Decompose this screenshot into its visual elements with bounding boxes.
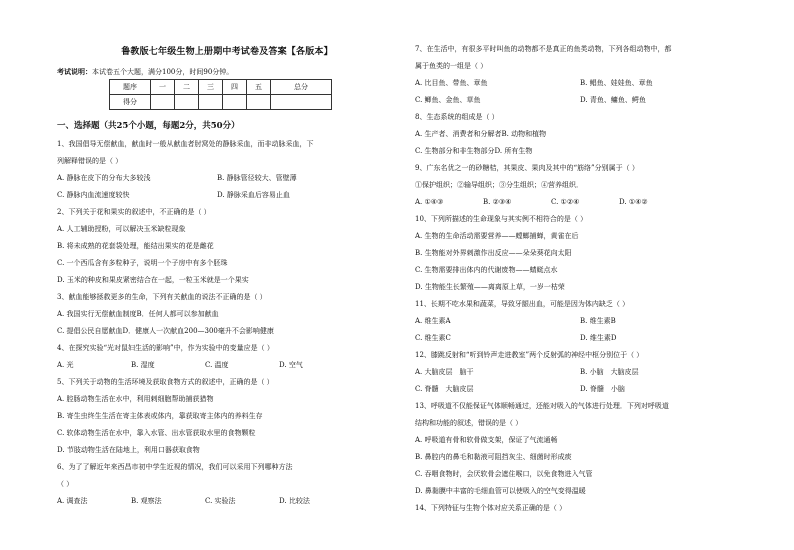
score-header-cell: 一 bbox=[151, 80, 175, 95]
option: B. 湿度 bbox=[131, 361, 155, 369]
option: A. 比目鱼、带鱼、章鱼 bbox=[415, 79, 488, 87]
option-row bbox=[415, 334, 745, 343]
option: B. 观察法 bbox=[131, 497, 162, 505]
option-line: C. 一个西瓜含有多粒种子，说明一个子房中有多个胚珠 bbox=[57, 259, 228, 267]
option-line: D. 鼻黏膜中丰富的毛细血管可以使吸入的空气变得温暖 bbox=[415, 487, 586, 495]
question-line: 10、下列所描述的生命现象与其实例不相符合的是（ ） bbox=[415, 215, 588, 223]
score-header-cell: 五 bbox=[247, 80, 271, 95]
question-line: 5、下列关于动物的生活环境及获取食物方式的叙述中，正确的是（ ） bbox=[57, 378, 274, 386]
option-row bbox=[57, 361, 353, 370]
option: C. 实验法 bbox=[205, 497, 236, 505]
option: A. 光 bbox=[57, 361, 74, 369]
score-header-cell: 二 bbox=[175, 80, 199, 95]
option: A. 大脑皮层 脑干 bbox=[415, 368, 474, 376]
option-line: B. 寄生虫终生生活在寄主体表或体内，靠获取寄主体内的养料生存 bbox=[57, 412, 263, 420]
option-row bbox=[415, 368, 745, 377]
score-cell bbox=[247, 95, 271, 110]
option-line: C. 提倡公民自愿献血D．健康人一次献血200—300毫升不会影响健康 bbox=[57, 327, 274, 335]
option-line: A. 生产者、消费者和分解者B. 动物和植物 bbox=[415, 130, 547, 138]
question-line: 7、在生活中，有很多平时叫鱼的动物都不是真正的鱼类动物，下列各组动物中，都 bbox=[415, 45, 672, 53]
option: D. ①④② bbox=[619, 198, 648, 206]
option-row bbox=[57, 497, 353, 506]
question-line: 2、下列关于花和果实的叙述中，不正确的是（ ） bbox=[57, 208, 211, 216]
score-value-row bbox=[110, 95, 332, 110]
option: B. 鲳鱼、娃娃鱼、章鱼 bbox=[580, 79, 653, 87]
option: B. ②③④ bbox=[483, 198, 512, 206]
question-line: 13、呼吸道不仅能保证气体顺畅通过，还能对吸入的气体进行处理．下列对呼吸道 bbox=[415, 402, 669, 410]
option: D. 空气 bbox=[279, 361, 303, 369]
question-line: 14、下列特征与生物个体对应关系正确的是（ ） bbox=[415, 504, 567, 512]
option-line: C. 吞咽食物时，会厌软骨会遮住喉口，以免食物进入气管 bbox=[415, 470, 593, 478]
option-row bbox=[415, 198, 687, 207]
score-header-cell: 题序 bbox=[110, 80, 151, 95]
exam-note bbox=[57, 67, 233, 77]
question-line: 6、为了了解近年来西昌市初中学生近视的情况，我们可以采用下列哪种方法 bbox=[57, 463, 293, 471]
score-cell bbox=[175, 95, 199, 110]
option: C. 静脉内血流速度较快 bbox=[57, 191, 130, 199]
question-line: 3、献血能够拯救更多的生命，下列有关献血的说法不正确的是（ ） bbox=[57, 293, 267, 301]
option-line: A. 我国实行无偿献血制度B．任何人都可以参加献血 bbox=[57, 310, 219, 318]
option: D. 青鱼、鳙鱼、鳄鱼 bbox=[580, 96, 646, 104]
section-heading: 一、选择题（共25个小题，每题2分，共50分） bbox=[57, 121, 240, 131]
question-line: 11、长期不吃水果和蔬菜，导致牙龈出血，可能是因为体内缺乏（ ） bbox=[415, 300, 630, 308]
option-line: A. 生物的生命活动需要营养——螳螂捕蝉，黄雀在后 bbox=[415, 232, 579, 240]
score-header-row bbox=[110, 80, 332, 95]
option: A. 维生素A bbox=[415, 317, 451, 325]
option-line: C. 软体动物生活在水中，靠入水管、出水管获取水里的食物颗粒 bbox=[57, 429, 256, 437]
exam-title: 鲁教版七年级生物上册期中考试卷及答案【各版本】 bbox=[121, 47, 333, 57]
option-row bbox=[415, 385, 745, 394]
option-line: D. 生物能生长繁殖——离离原上草，一岁一枯荣 bbox=[415, 283, 565, 291]
option: B. 静脉管径较大、管壁薄 bbox=[217, 174, 297, 182]
question-line: 8、生态系统的组成是（ ） bbox=[415, 113, 499, 121]
score-cell bbox=[199, 95, 223, 110]
question-line: 列解释错误的是（ ） bbox=[57, 157, 123, 165]
note-text: 本试卷五个大题，满分100分，时间90分钟。 bbox=[92, 68, 234, 76]
option-line: D. 玉米的种皮和果皮紧密结合在一起，一粒玉米就是一个果实 bbox=[57, 276, 249, 284]
option-row bbox=[415, 317, 745, 326]
option: C. 鲫鱼、金鱼、草鱼 bbox=[415, 96, 481, 104]
score-header-cell: 总分 bbox=[271, 80, 332, 95]
option: B. 小脑 大脑皮层 bbox=[580, 368, 639, 376]
note-label: 考试说明： bbox=[57, 67, 92, 76]
option: C. 维生素C bbox=[415, 334, 451, 342]
option-line: B. 将未成熟的花套袋处理，能结出果实的花是雌花 bbox=[57, 242, 214, 250]
score-header-cell: 三 bbox=[199, 80, 223, 95]
question-line: 结构和功能的叙述，错误的是（ ） bbox=[415, 419, 523, 427]
option: D. 静脉采血后容易止血 bbox=[217, 191, 290, 199]
option: B. 维生素B bbox=[580, 317, 616, 325]
option: C. 温度 bbox=[205, 361, 229, 369]
score-header-cell: 四 bbox=[223, 80, 247, 95]
option: D. 比较法 bbox=[279, 497, 310, 505]
option-row bbox=[415, 79, 745, 88]
option-row bbox=[57, 174, 377, 183]
option-line: A. 呼吸道有骨和软骨做支架，保证了气流通畅 bbox=[415, 436, 558, 444]
option-line: C. 生物需要排出体内的代谢废物——蜻蜓点水 bbox=[415, 266, 558, 274]
option: C. ①②④ bbox=[551, 198, 580, 206]
option-row bbox=[57, 191, 377, 200]
option-row bbox=[415, 96, 745, 105]
question-line: 9、广东名优之一的砂糖桔，其果皮、果肉及其中的“筋络”分别属于（ ） bbox=[415, 164, 639, 172]
option: C. 脊髓 大脑皮层 bbox=[415, 385, 474, 393]
question-line: ①保护组织；②输导组织；③分生组织；④营养组织． bbox=[415, 181, 583, 189]
question-line: 1、我国倡导无偿献血，献血时一般从献血者肘窝处的静脉采血，而非动脉采血，下 bbox=[57, 140, 314, 148]
option-line: B. 生物能对外界刺激作出反应——朵朵葵花向太阳 bbox=[415, 249, 572, 257]
option-line: D. 节肢动物生活在陆地上，利用口器获取食物 bbox=[57, 446, 200, 454]
score-cell bbox=[271, 95, 332, 110]
option: D. 维生素D bbox=[580, 334, 617, 342]
score-cell bbox=[151, 95, 175, 110]
option: D. 脊髓 小脑 bbox=[580, 385, 625, 393]
option-line: B. 鼻腔内的鼻毛和黏液可阻挡灰尘、细菌时形成痰 bbox=[415, 453, 572, 461]
option: A. 静脉在皮下的分布大多较浅 bbox=[57, 174, 151, 182]
option-line: A. 人工辅助授粉，可以解决玉米缺粒现象 bbox=[57, 225, 186, 233]
option-line: C. 生物部分和非生物部分D. 所有生物 bbox=[415, 147, 533, 155]
score-row-label: 得分 bbox=[110, 95, 151, 110]
question-line: 12、膝跳反射和“听到铃声走进教室”两个反射弧的神经中枢分别位于（ ） bbox=[415, 351, 644, 359]
question-line: （ ） bbox=[57, 480, 74, 488]
option: A. ①④③ bbox=[415, 198, 444, 206]
option: A. 调查法 bbox=[57, 497, 88, 505]
score-table bbox=[109, 79, 332, 110]
score-cell bbox=[223, 95, 247, 110]
question-line: 属于鱼类的一组是（ ） bbox=[415, 62, 488, 70]
question-line: 4、在探究实验“光对鼠妇生活的影响”中，作为实验中的变量应是（ ） bbox=[57, 344, 274, 352]
option-line: A. 腔肠动物生活在水中，利用刺细胞帮助捕获猎物 bbox=[57, 395, 214, 403]
